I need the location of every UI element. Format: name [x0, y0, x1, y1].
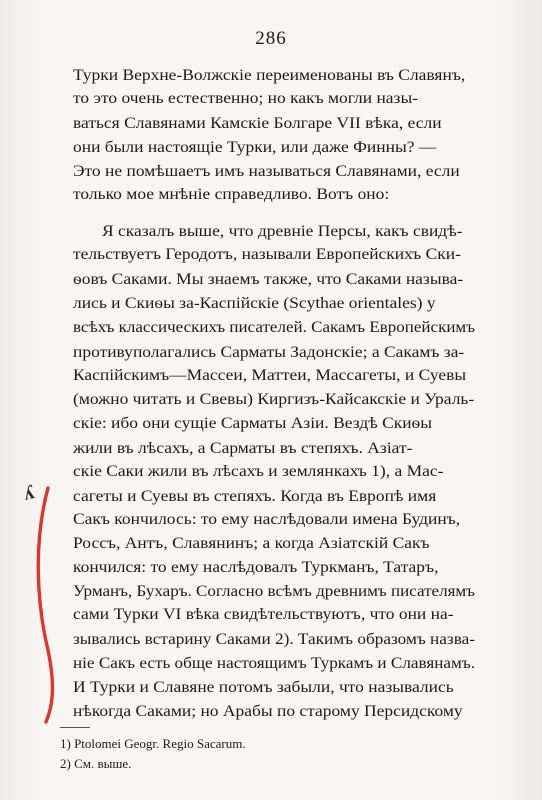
text-line: сагеты и Суевы въ степяхъ. Когда въ Европѣ имя	[73, 488, 437, 505]
text-line: Сакъ кончилось: то ему наслѣдовали имена Будинъ,	[73, 511, 461, 528]
text-line: то это очень естественно; но какъ могли назы-	[73, 90, 419, 107]
text-line: скіе: ибо они сущіе Сарматы Азіи. Вездѣ Скиѳы	[73, 415, 433, 432]
text-line: Я сказалъ выше, что древніе Персы, какъ свидѣ-	[102, 223, 463, 240]
text-line: сами Турки VI вѣка свидѣтельствуютъ, что они на-	[73, 606, 454, 623]
page-number: 286	[255, 28, 287, 49]
text-line: лись и Скиѳы за-Каспійскіе (Scythae orientales) у	[73, 295, 436, 312]
text-line: противуполагались Сарматы Задонскіе; а Сакамъ за-	[73, 344, 465, 361]
text-line: Каспійскимъ—Массеи, Маттеи, Массагеты, и Суевы	[73, 367, 467, 384]
text-line: Урманъ, Бухаръ. Согласно всѣмъ древнимъ писателямъ	[73, 583, 476, 600]
text-line: ніе Сакъ есть обще настоящимъ Туркамъ и Славянамъ.	[73, 655, 475, 672]
text-line: тельствуетъ Геродотъ, называли Европейскихъ Ски-	[73, 246, 461, 263]
footnote-1: 1) Ptolomei Geogr. Regio Sacarum.	[60, 736, 246, 751]
text-line: Турки Верхне-Волжскіе переименованы въ Славянъ,	[73, 67, 466, 84]
text-line: кончился: то ему наслѣдовалъ Туркманъ, Татаръ,	[73, 559, 439, 576]
pencil-mark-icon: ʎ	[21, 481, 37, 505]
text-line: они были настоящіе Турки, или даже Финны? —	[73, 139, 437, 156]
text-line: (можно читать и Свевы) Киргизъ-Кайсакскіе и Ураль-	[73, 391, 475, 408]
footnote-2: 2) См. выше.	[60, 756, 132, 771]
text-line: ѳовъ Саками. Мы знаемъ также, что Саками называ-	[73, 271, 464, 288]
text-line: ваться Славянами Камскіе Болгаре VII вѣка, если	[73, 115, 442, 132]
text-line: только мое мнѣніе справедливо. Вотъ оно:	[73, 186, 390, 203]
text-line: скіе Саки жили въ лѣсахъ и землянкахъ 1), а Мас-	[73, 463, 444, 480]
text-line: зывались встарину Саками 2). Такимъ образомъ назва-	[73, 631, 475, 648]
text-line: нѣкогда Саками; но Арабы по старому Персидскому	[73, 703, 463, 720]
text-line: Это не помѣшаетъ имъ называться Славянами, если	[73, 163, 460, 180]
text-line: Россъ, Антъ, Славянинъ; а когда Азіатскій Сакъ	[73, 535, 430, 552]
text-line: И Турки и Славяне потомъ забыли, что назывались	[73, 679, 454, 696]
text-line: всѣхъ классическихъ писателей. Сакамъ Европейскимъ	[73, 319, 475, 336]
text-line: жили въ лѣсахъ, а Сарматы въ степяхъ. Азіат-	[73, 440, 413, 457]
